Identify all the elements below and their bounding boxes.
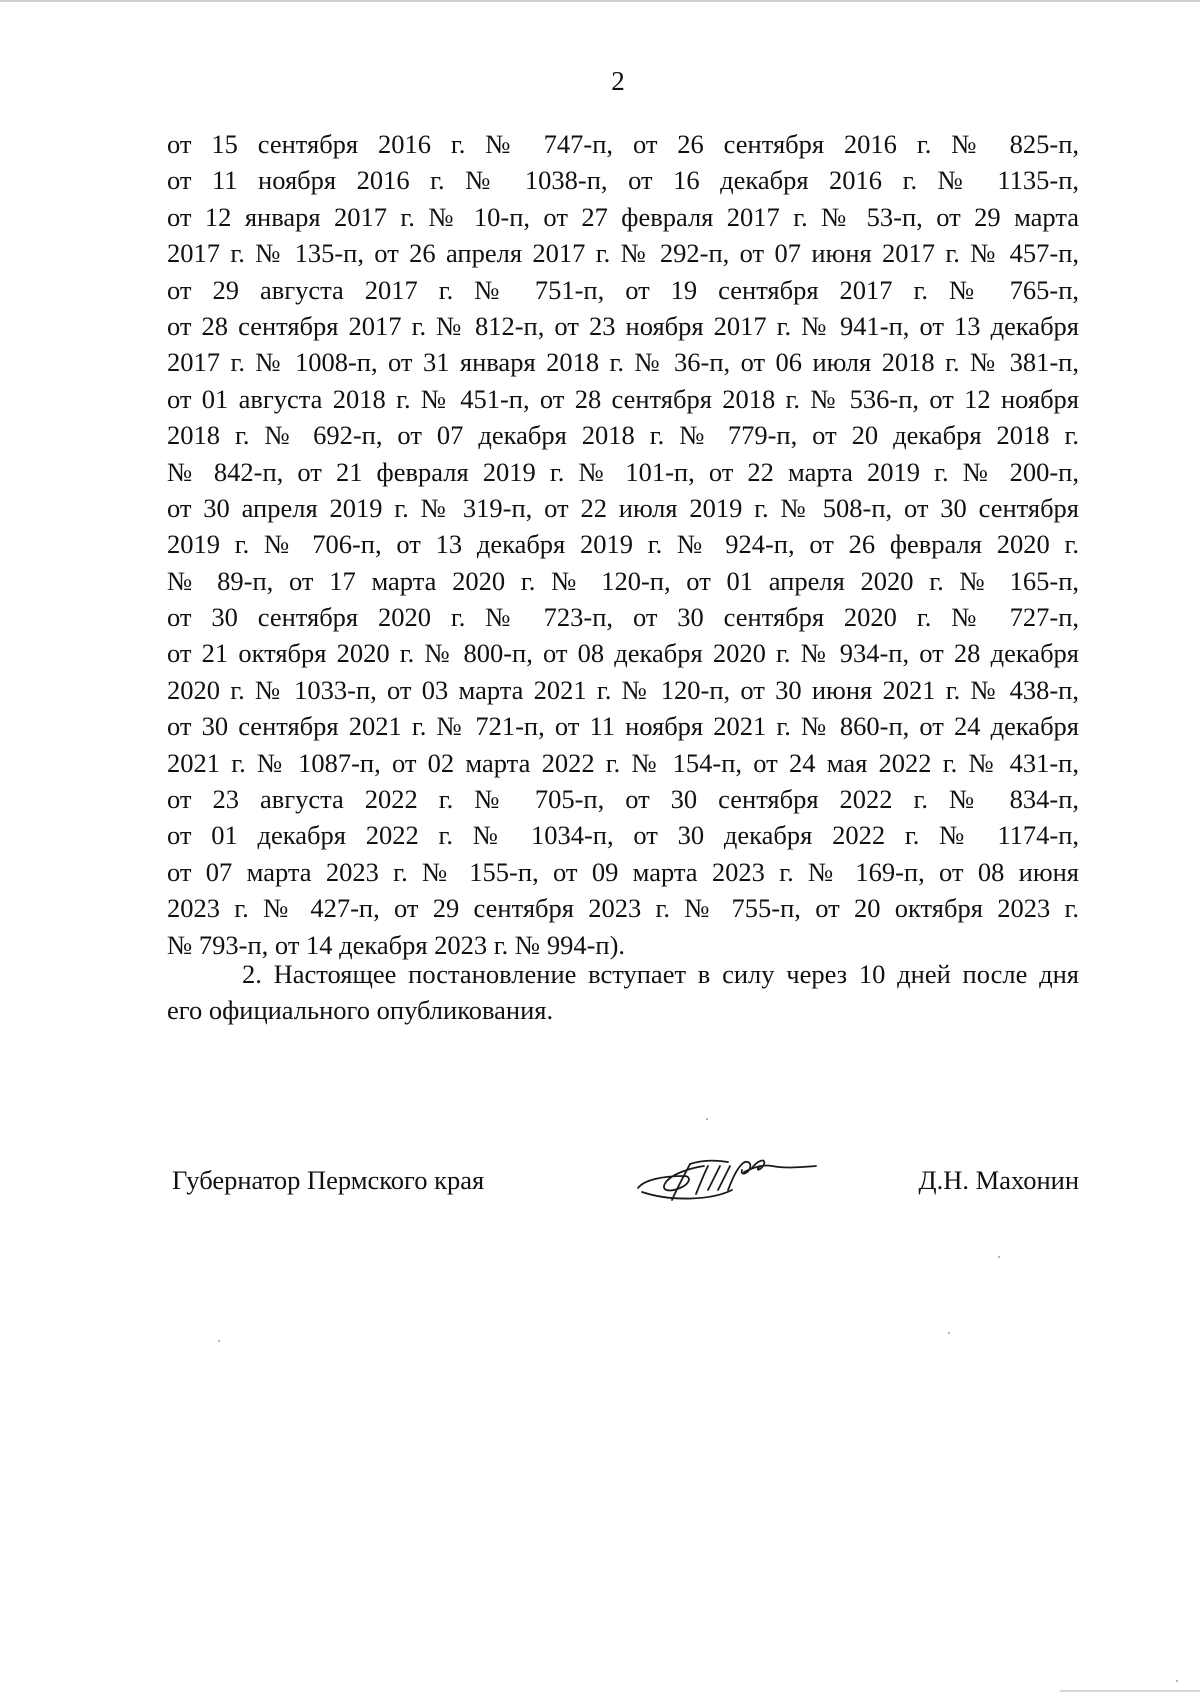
scan-speck: [998, 1256, 1000, 1258]
text-line: от 21 октября 2020 г. № 800-п, от 08 декабря 2020 г. № 934-п, от 28 декабря: [167, 638, 1079, 669]
signature-block: [0, 1160, 1200, 1220]
amendments-list-text: [167, 126, 1079, 963]
text-line: 2023 г. № 427-п, от 29 сентября 2023 г. № 755-п, от 20 октября 2023 г.: [167, 893, 1079, 924]
text-line: от 12 января 2017 г. № 10-п, от 27 февраля 2017 г. № 53-п, от 29 марта: [167, 201, 1079, 232]
handwritten-signature-icon: [632, 1150, 822, 1212]
text-line: 2018 г. № 692-п, от 07 декабря 2018 г. № 779-п, от 20 декабря 2018 г.: [167, 420, 1079, 451]
scan-speck: [948, 1332, 950, 1334]
page-number: 2: [611, 66, 625, 96]
scan-speck: [706, 1118, 708, 1120]
text-line: от 01 августа 2018 г. № 451-п, от 28 сентября 2018 г. № 536-п, от 12 ноября: [167, 383, 1079, 414]
text-line: № 793-п, от 14 декабря 2023 г. № 994-п).: [167, 929, 626, 960]
text-line: № 842-п, от 21 февраля 2019 г. № 101-п, от 22 марта 2019 г. № 200-п,: [167, 456, 1079, 487]
text-line: от 01 декабря 2022 г. № 1034-п, от 30 декабря 2022 г. № 1174-п,: [167, 820, 1079, 851]
text-line: от 29 августа 2017 г. № 751-п, от 19 сентября 2017 г. № 765-п,: [167, 274, 1079, 305]
scan-speck: [1176, 1680, 1178, 1682]
text-line: от 28 сентября 2017 г. № 812-п, от 23 ноября 2017 г. № 941-п, от 13 декабря: [167, 310, 1079, 341]
text-line: от 30 сентября 2020 г. № 723-п, от 30 сентября 2020 г. № 727-п,: [167, 602, 1079, 633]
signatory-name: Д.Н. Махонин: [918, 1165, 1079, 1195]
signatory-title: Губернатор Пермского края: [172, 1165, 485, 1195]
text-line: № 89-п, от 17 марта 2020 г. № 120-п, от 01 апреля 2020 г. № 165-п,: [167, 565, 1079, 596]
text-line: от 07 марта 2023 г. № 155-п, от 09 марта 2023 г. № 169-п, от 08 июня: [167, 856, 1079, 887]
text-line: 2021 г. № 1087-п, от 02 марта 2022 г. № 154-п, от 24 мая 2022 г. № 431-п,: [167, 747, 1079, 778]
text-line: от 23 августа 2022 г. № 705-п, от 30 сентября 2022 г. № 834-п,: [167, 784, 1079, 815]
paragraph-2-line-2: его официального опубликования.: [167, 995, 554, 1026]
paragraph-2-line-1: 2. Настоящее постановление вступает в силу через 10 дней после дня: [242, 959, 1079, 989]
scan-speck: [218, 1340, 220, 1342]
scan-top-edge: [0, 0, 1200, 2]
paragraph-2: [167, 956, 1079, 1029]
text-line: от 11 ноября 2016 г. № 1038-п, от 16 декабря 2016 г. № 1135-п,: [167, 165, 1079, 196]
text-line: от 30 апреля 2019 г. № 319-п, от 22 июля 2019 г. № 508-п, от 30 сентября: [167, 492, 1079, 523]
text-line: 2020 г. № 1033-п, от 03 марта 2021 г. № 120-п, от 30 июня 2021 г. № 438-п,: [167, 674, 1079, 705]
text-line: 2017 г. № 1008-п, от 31 января 2018 г. № 36-п, от 06 июля 2018 г. № 381-п,: [167, 347, 1079, 378]
text-line: 2019 г. № 706-п, от 13 декабря 2019 г. № 924-п, от 26 февраля 2020 г.: [167, 529, 1079, 560]
text-line: от 30 сентября 2021 г. № 721-п, от 11 ноября 2021 г. № 860-п, от 24 декабря: [167, 711, 1079, 742]
text-line: 2017 г. № 135-п, от 26 апреля 2017 г. № 292-п, от 07 июня 2017 г. № 457-п,: [167, 238, 1079, 269]
text-line: от 15 сентября 2016 г. № 747-п, от 26 сентября 2016 г. № 825-п,: [167, 129, 1079, 159]
